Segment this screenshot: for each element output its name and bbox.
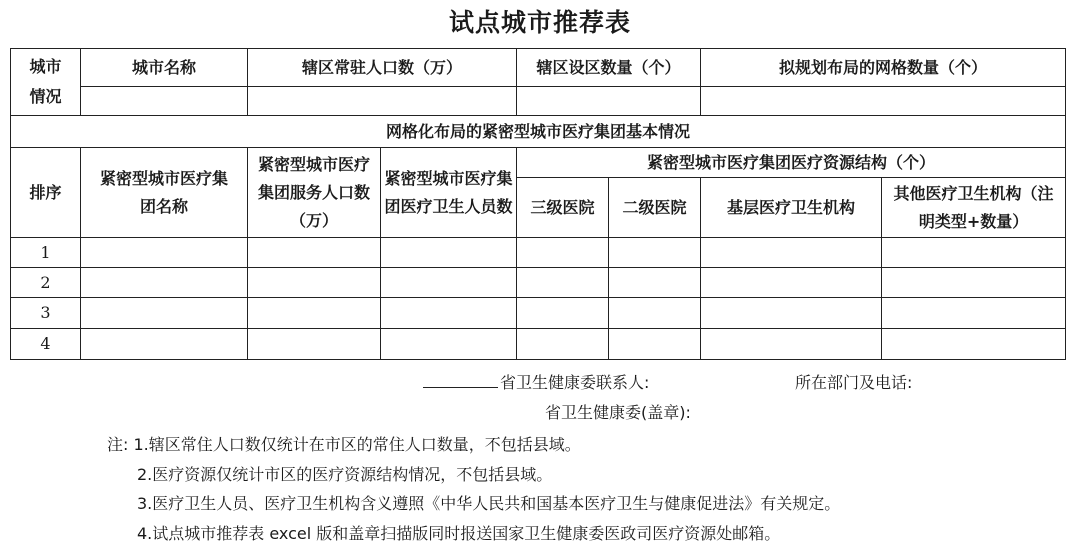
secondary-hospital-cell[interactable] [609, 238, 701, 268]
note-item: 4.试点城市推荐表 excel 版和盖章扫描版同时报送国家卫生健康委医政司医疗资源处邮箱。 [137, 523, 781, 543]
header-staff-count: 紧密型城市医疗集团医疗卫生人员数 [381, 148, 517, 238]
city-name-cell[interactable] [81, 87, 248, 116]
contact-person-line [423, 370, 649, 393]
service-population-cell[interactable] [248, 329, 381, 360]
header-other-institution: 其他医疗卫生机构（注明类型+数量） [882, 178, 1066, 238]
other-institution-cell[interactable] [882, 298, 1066, 329]
tertiary-hospital-cell[interactable] [517, 268, 609, 298]
header-resource-structure: 紧密型城市医疗集团医疗资源结构（个） [517, 148, 1066, 178]
header-district-count: 辖区设区数量（个） [517, 49, 701, 87]
service-population-cell[interactable] [248, 238, 381, 268]
row-index: 1 [11, 238, 81, 268]
grid-count-cell[interactable] [701, 87, 1066, 116]
secondary-hospital-cell[interactable] [609, 298, 701, 329]
header-grid-count: 拟规划布局的网格数量（个） [701, 49, 1066, 87]
contact-person-blank[interactable] [423, 371, 498, 388]
group-name-cell[interactable] [81, 268, 248, 298]
district-count-cell[interactable] [517, 87, 701, 116]
service-population-cell[interactable] [248, 268, 381, 298]
secondary-hospital-cell[interactable] [609, 329, 701, 360]
header-primary-institution: 基层医疗卫生机构 [701, 178, 882, 238]
other-institution-cell[interactable] [882, 238, 1066, 268]
service-population-cell[interactable] [248, 298, 381, 329]
header-resident-population: 辖区常驻人口数（万） [248, 49, 517, 87]
note-item: 注: 1.辖区常住人口数仅统计在市区的常住人口数量，不包括县域。 [107, 435, 581, 454]
staff-count-cell[interactable] [381, 298, 517, 329]
section-title: 网格化布局的紧密型城市医疗集团基本情况 [11, 116, 1066, 148]
other-institution-cell[interactable] [882, 329, 1066, 360]
city-info-label: 城市 情况 [11, 49, 81, 116]
seal-label: 省卫生健康委(盖章): [545, 403, 691, 422]
staff-count-cell[interactable] [381, 329, 517, 360]
staff-count-cell[interactable] [381, 268, 517, 298]
header-index: 排序 [11, 148, 81, 238]
notes [107, 430, 840, 548]
row-index: 2 [11, 268, 81, 298]
table-row [11, 268, 1066, 298]
tertiary-hospital-cell[interactable] [517, 329, 609, 360]
header-secondary-hospital: 二级医院 [609, 178, 701, 238]
tertiary-hospital-cell[interactable] [517, 298, 609, 329]
primary-institution-cell[interactable] [701, 238, 882, 268]
row-index: 4 [11, 329, 81, 360]
header-service-population: 紧密型城市医疗集团服务人口数（万） [248, 148, 381, 238]
notes-prefix: 注: [107, 435, 129, 454]
other-institution-cell[interactable] [882, 268, 1066, 298]
note-item: 3.医疗卫生人员、医疗卫生机构含义遵照《中华人民共和国基本医疗卫生与健康促进法》有关规定。 [137, 494, 841, 513]
group-name-cell[interactable] [81, 298, 248, 329]
primary-institution-cell[interactable] [701, 268, 882, 298]
staff-count-cell[interactable] [381, 238, 517, 268]
secondary-hospital-cell[interactable] [609, 268, 701, 298]
table-row [11, 298, 1066, 329]
header-city-name: 城市名称 [81, 49, 248, 87]
note-item: 2.医疗资源仅统计市区的医疗资源结构情况，不包括县域。 [137, 464, 553, 484]
group-name-cell[interactable] [81, 329, 248, 360]
recommendation-table [10, 48, 1066, 360]
table-row [11, 238, 1066, 268]
table-row [11, 329, 1066, 360]
header-group-name: 紧密型城市医疗集团名称 [81, 148, 248, 238]
tertiary-hospital-cell[interactable] [517, 238, 609, 268]
primary-institution-cell[interactable] [701, 329, 882, 360]
header-tertiary-hospital: 三级医院 [517, 178, 609, 238]
row-index: 3 [11, 298, 81, 329]
form-title: 试点城市推荐表 [448, 8, 631, 37]
primary-institution-cell[interactable] [701, 298, 882, 329]
resident-population-cell[interactable] [248, 87, 517, 116]
contact-person-label: 省卫生健康委联系人: [500, 373, 650, 392]
department-phone-label: 所在部门及电话: [795, 373, 913, 392]
group-name-cell[interactable] [81, 238, 248, 268]
